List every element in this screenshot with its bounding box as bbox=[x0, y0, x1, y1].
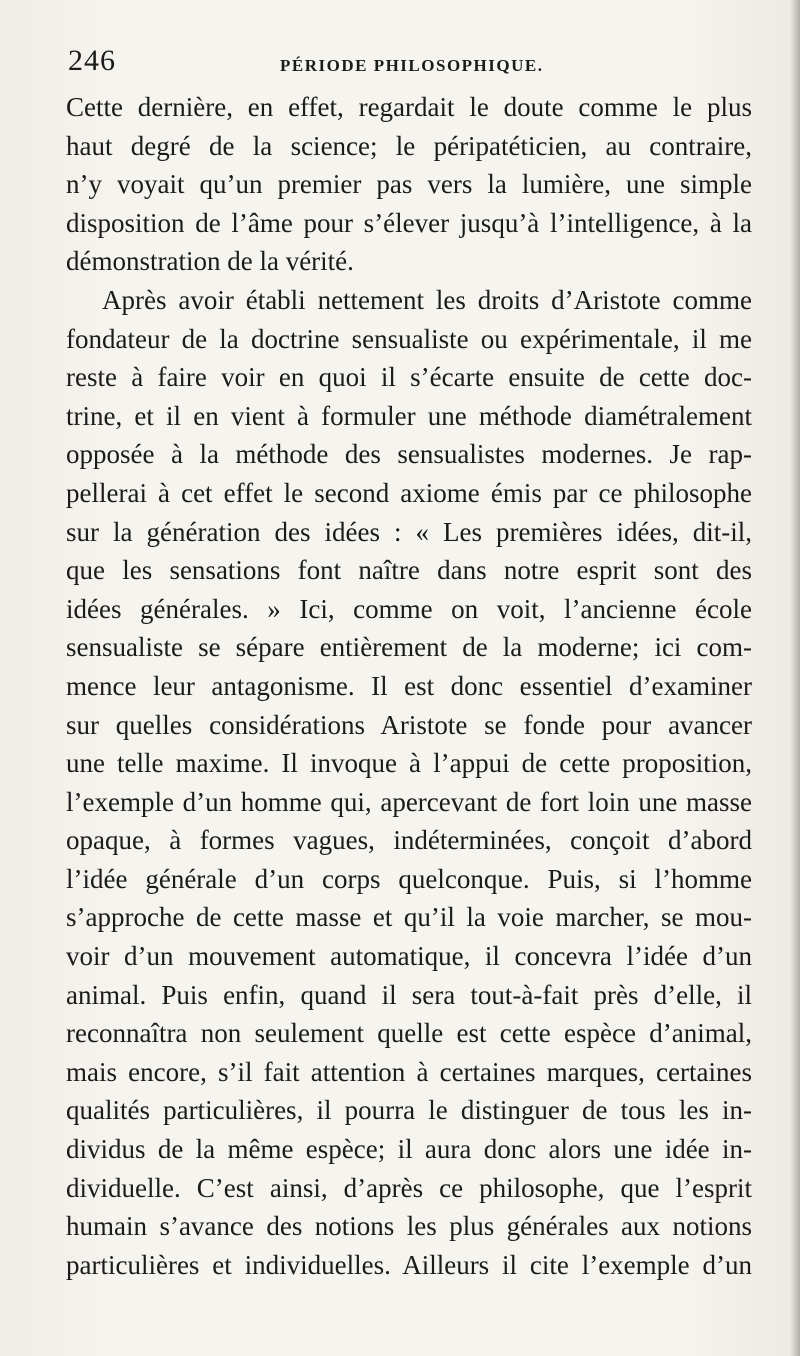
text-line: fondateur de la doctrine sensualiste ou expérimentale, il me bbox=[66, 323, 752, 354]
body-text bbox=[66, 88, 752, 1284]
text-line: opposée à la méthode des sensualistes modernes. Je rap- bbox=[66, 439, 752, 470]
text-line: opaque, à formes vagues, indéterminées, conçoit d’abord bbox=[66, 825, 752, 856]
text-line: mais encore, s’il fait attention à certaines marques, certaines bbox=[66, 1056, 752, 1087]
text-line: sur la génération des idées : « Les premières idées, dit-il, bbox=[66, 516, 752, 547]
paragraph-2 bbox=[66, 281, 752, 1284]
text-line: haut degré de la science; le péripatéticien, au contraire, bbox=[66, 130, 752, 161]
page-number: 246 bbox=[68, 44, 116, 77]
text-line: qualités particulières, il pourra le distinguer de tous les in- bbox=[66, 1095, 752, 1126]
text-line: que les sensations font naître dans notre esprit sont des bbox=[66, 555, 752, 586]
text-line: n’y voyait qu’un premier pas vers la lumière, une simple bbox=[66, 169, 752, 200]
text-line: s’approche de cette masse et qu’il la voie marcher, se mou- bbox=[66, 902, 752, 933]
text-line: particulières et individuelles. Ailleurs il cite l’exemple d’un bbox=[66, 1249, 752, 1280]
text-line: reconnaîtra non seulement quelle est cette espèce d’animal, bbox=[66, 1018, 752, 1049]
text-line: pellerai à cet effet le second axiome émis par ce philosophe bbox=[66, 477, 752, 508]
text-line: animal. Puis enfin, quand il sera tout-à-fait près d’elle, il bbox=[66, 979, 752, 1010]
text-line: Cette dernière, en effet, regardait le doute comme le plus bbox=[66, 92, 752, 122]
text-line: l’exemple d’un homme qui, apercevant de fort loin une masse bbox=[66, 786, 752, 817]
paragraph-1 bbox=[66, 88, 752, 281]
text-line: mence leur antagonisme. Il est donc essentiel d’examiner bbox=[66, 670, 752, 701]
text-line: disposition de l’âme pour s’élever jusqu’à l’intelligence, à la bbox=[66, 207, 752, 238]
text-line: une telle maxime. Il invoque à l’appui de cette proposition, bbox=[66, 748, 752, 779]
page-header bbox=[68, 44, 558, 84]
text-line: dividuelle. C’est ainsi, d’après ce philosophe, que l’esprit bbox=[66, 1172, 752, 1203]
text-line: dividus de la même espèce; il aura donc alors une idée in- bbox=[66, 1134, 752, 1165]
page-edge-shadow bbox=[790, 0, 800, 1356]
running-head: PÉRIODE PHILOSOPHIQUE. bbox=[280, 56, 544, 75]
text-line: Après avoir établi nettement les droits d’Aristote comme bbox=[102, 284, 752, 315]
text-line: sur quelles considérations Aristote se fonde pour avancer bbox=[66, 709, 752, 740]
text-line: voir d’un mouvement automatique, il concevra l’idée d’un bbox=[66, 941, 752, 972]
text-line: l’idée générale d’un corps quelconque. Puis, si l’homme bbox=[66, 863, 752, 894]
text-line: humain s’avance des notions les plus générales aux notions bbox=[66, 1211, 752, 1242]
text-line: idées générales. » Ici, comme on voit, l’ancienne école bbox=[66, 593, 752, 624]
text-line: trine, et il en vient à formuler une méthode diamétralement bbox=[66, 400, 752, 431]
text-line: reste à faire voir en quoi il s’écarte ensuite de cette doc- bbox=[66, 362, 752, 393]
text-line: démonstration de la vérité. bbox=[66, 246, 354, 277]
text-line: sensualiste se sépare entièrement de la moderne; ici com- bbox=[66, 632, 752, 663]
